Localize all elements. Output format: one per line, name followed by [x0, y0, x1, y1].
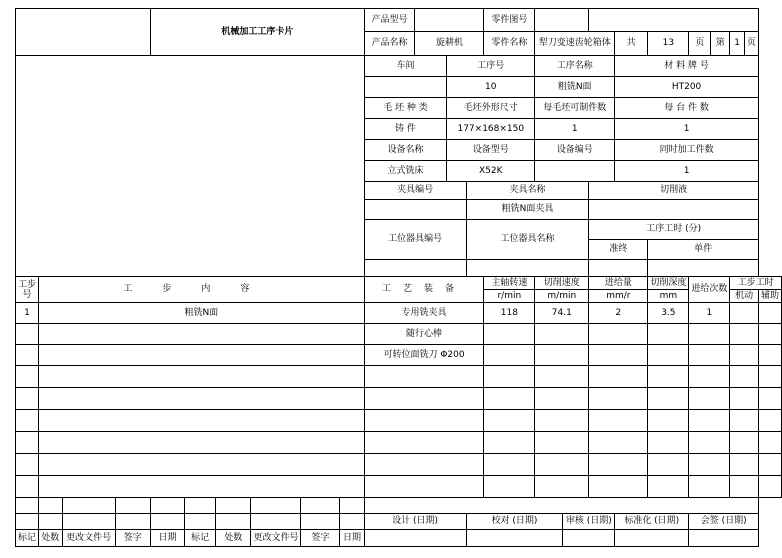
speed-unit: m/min: [535, 290, 589, 303]
depth-header: 切削深度: [648, 277, 689, 290]
pieces-per-unit-label: 每 台 件 数: [615, 98, 759, 119]
step-equip: 专用铣夹具: [364, 303, 484, 324]
op-no-value: 10: [447, 77, 535, 98]
pieces-per-blank-label: 每毛坯可制件数: [535, 98, 615, 119]
sign-label: 会签 (日期): [689, 514, 759, 530]
count-label-2: 处数: [215, 530, 250, 547]
equip-no-label: 设备编号: [535, 140, 615, 161]
step-equip: 随行心棒: [364, 324, 484, 345]
table-row: [16, 324, 782, 345]
step-feed: 2: [589, 303, 648, 324]
part-name-value: 犁刀变速齿轮箱体: [535, 32, 615, 56]
product-name-value: 旋耕机: [415, 32, 484, 56]
station-name-value: [466, 260, 589, 277]
table-row: [16, 410, 782, 432]
step-content: [39, 345, 365, 366]
coolant-value: [589, 200, 759, 220]
sig-label-2: 签字: [301, 530, 340, 547]
material-label: 材 料 牌 号: [615, 56, 759, 77]
file-label: 更改文件号: [62, 530, 115, 547]
blank-size-label: 毛坯外形尺寸: [447, 98, 535, 119]
equip-name-label: 设备名称: [364, 140, 447, 161]
table-row: [16, 476, 782, 498]
feed-header: 进给量: [589, 277, 648, 290]
footer-row-2: [16, 514, 782, 530]
station-no-value: [364, 260, 466, 277]
fixture-name-label: 夹具名称: [466, 182, 589, 200]
mark-label-2: 标记: [185, 530, 216, 547]
op-no-label: 工序号: [447, 56, 535, 77]
part-drawing-value: [535, 9, 589, 32]
spindle-unit: r/min: [484, 290, 535, 303]
station-name-label: 工位器具名称: [466, 220, 589, 260]
total-pages: 13: [648, 32, 689, 56]
date-label-2: 日期: [340, 530, 364, 547]
equip-header: 工艺装备: [364, 277, 484, 303]
table-row: [16, 303, 782, 324]
file-label-2: 更改文件号: [251, 530, 301, 547]
pieces-per-unit-value: 1: [615, 119, 759, 140]
step-content: 粗铣N面: [39, 303, 365, 324]
steps-header-row: [16, 277, 782, 290]
depth-unit: mm: [648, 290, 689, 303]
workshop-label: 车间: [364, 56, 447, 77]
aux-time-header: 辅助: [758, 290, 781, 303]
page-label: 页: [689, 32, 711, 56]
step-passes: 1: [689, 303, 730, 324]
fixture-name-value: 粗铣N面夹具: [466, 200, 589, 220]
standard-label: 标准化 (日期): [615, 514, 689, 530]
card-title: 机械加工工序卡片: [151, 9, 365, 56]
op-name-label: 工序名称: [535, 56, 615, 77]
step-depth: 3.5: [648, 303, 689, 324]
op-name-value: 粗铣N面: [535, 77, 615, 98]
page-label-2: 页: [744, 32, 758, 56]
review-label: 审核 (日期): [563, 514, 615, 530]
blank-size-value: 177×168×150: [447, 119, 535, 140]
count-label: 处数: [39, 530, 63, 547]
product-model-value: [415, 9, 484, 32]
process-sheet: [15, 8, 782, 547]
no-label: 第: [711, 32, 730, 56]
step-equip: 可转位面铣刀 Φ200: [364, 345, 484, 366]
simul-label: 同时加工件数: [615, 140, 759, 161]
product-name-label: 产品名称: [364, 32, 415, 56]
fixture-no-label: 夹具编号: [364, 182, 466, 200]
total-label: 共: [615, 32, 648, 56]
step-no-header: 工步号: [16, 277, 39, 303]
step-no: 1: [16, 303, 39, 324]
process-sketch-area: [16, 56, 365, 277]
table-row: [16, 366, 782, 388]
proof-label: 校对 (日期): [466, 514, 563, 530]
spindle-header: 主轴转速: [484, 277, 535, 290]
simul-value: 1: [615, 161, 759, 182]
material-value: HT200: [615, 77, 759, 98]
step-no: [16, 345, 39, 366]
machine-time-header: 机动: [730, 290, 759, 303]
part-drawing-label: 零件图号: [484, 9, 535, 32]
op-time-label: 工序工时 (分): [589, 220, 759, 240]
part-name-label: 零件名称: [484, 32, 535, 56]
step-speed: 74.1: [535, 303, 589, 324]
prep-value: [589, 260, 648, 277]
step-spindle: 118: [484, 303, 535, 324]
unit-value: [648, 260, 759, 277]
footer-row-1: [16, 498, 782, 514]
process-card: [15, 8, 782, 547]
footer-row-3: [16, 530, 782, 547]
date-label: 日期: [151, 530, 185, 547]
table-row: [16, 388, 782, 410]
step-time-header: 工步工时: [730, 277, 782, 290]
design-label: 设计 (日期): [364, 514, 466, 530]
step-content: [39, 324, 365, 345]
header-row-1: [16, 9, 782, 32]
blank-type-label: 毛 坯 种 类: [364, 98, 447, 119]
step-no: [16, 324, 39, 345]
prep-label: 准终: [589, 240, 648, 260]
equip-model-label: 设备型号: [447, 140, 535, 161]
table-row: [16, 345, 782, 366]
pieces-per-blank-value: 1: [535, 119, 615, 140]
step-content-header: 工步内容: [39, 277, 365, 303]
page-no: 1: [730, 32, 744, 56]
feed-unit: mm/r: [589, 290, 648, 303]
sig-label: 签字: [115, 530, 150, 547]
mark-label: 标记: [16, 530, 39, 547]
table-row: [16, 454, 782, 476]
equip-model-value: X52K: [447, 161, 535, 182]
speed-header: 切削速度: [535, 277, 589, 290]
unit-label: 单件: [648, 240, 759, 260]
fixture-no-value: [364, 200, 466, 220]
equip-no-value: [535, 161, 615, 182]
workshop-value: [364, 77, 447, 98]
equip-name-value: 立式铣床: [364, 161, 447, 182]
passes-header: 进给次数: [689, 277, 730, 303]
station-no-label: 工位器具编号: [364, 220, 466, 260]
blank-type-value: 铸 件: [364, 119, 447, 140]
table-row: [16, 432, 782, 454]
coolant-label: 切削液: [589, 182, 759, 200]
product-model-label: 产品型号: [364, 9, 415, 32]
